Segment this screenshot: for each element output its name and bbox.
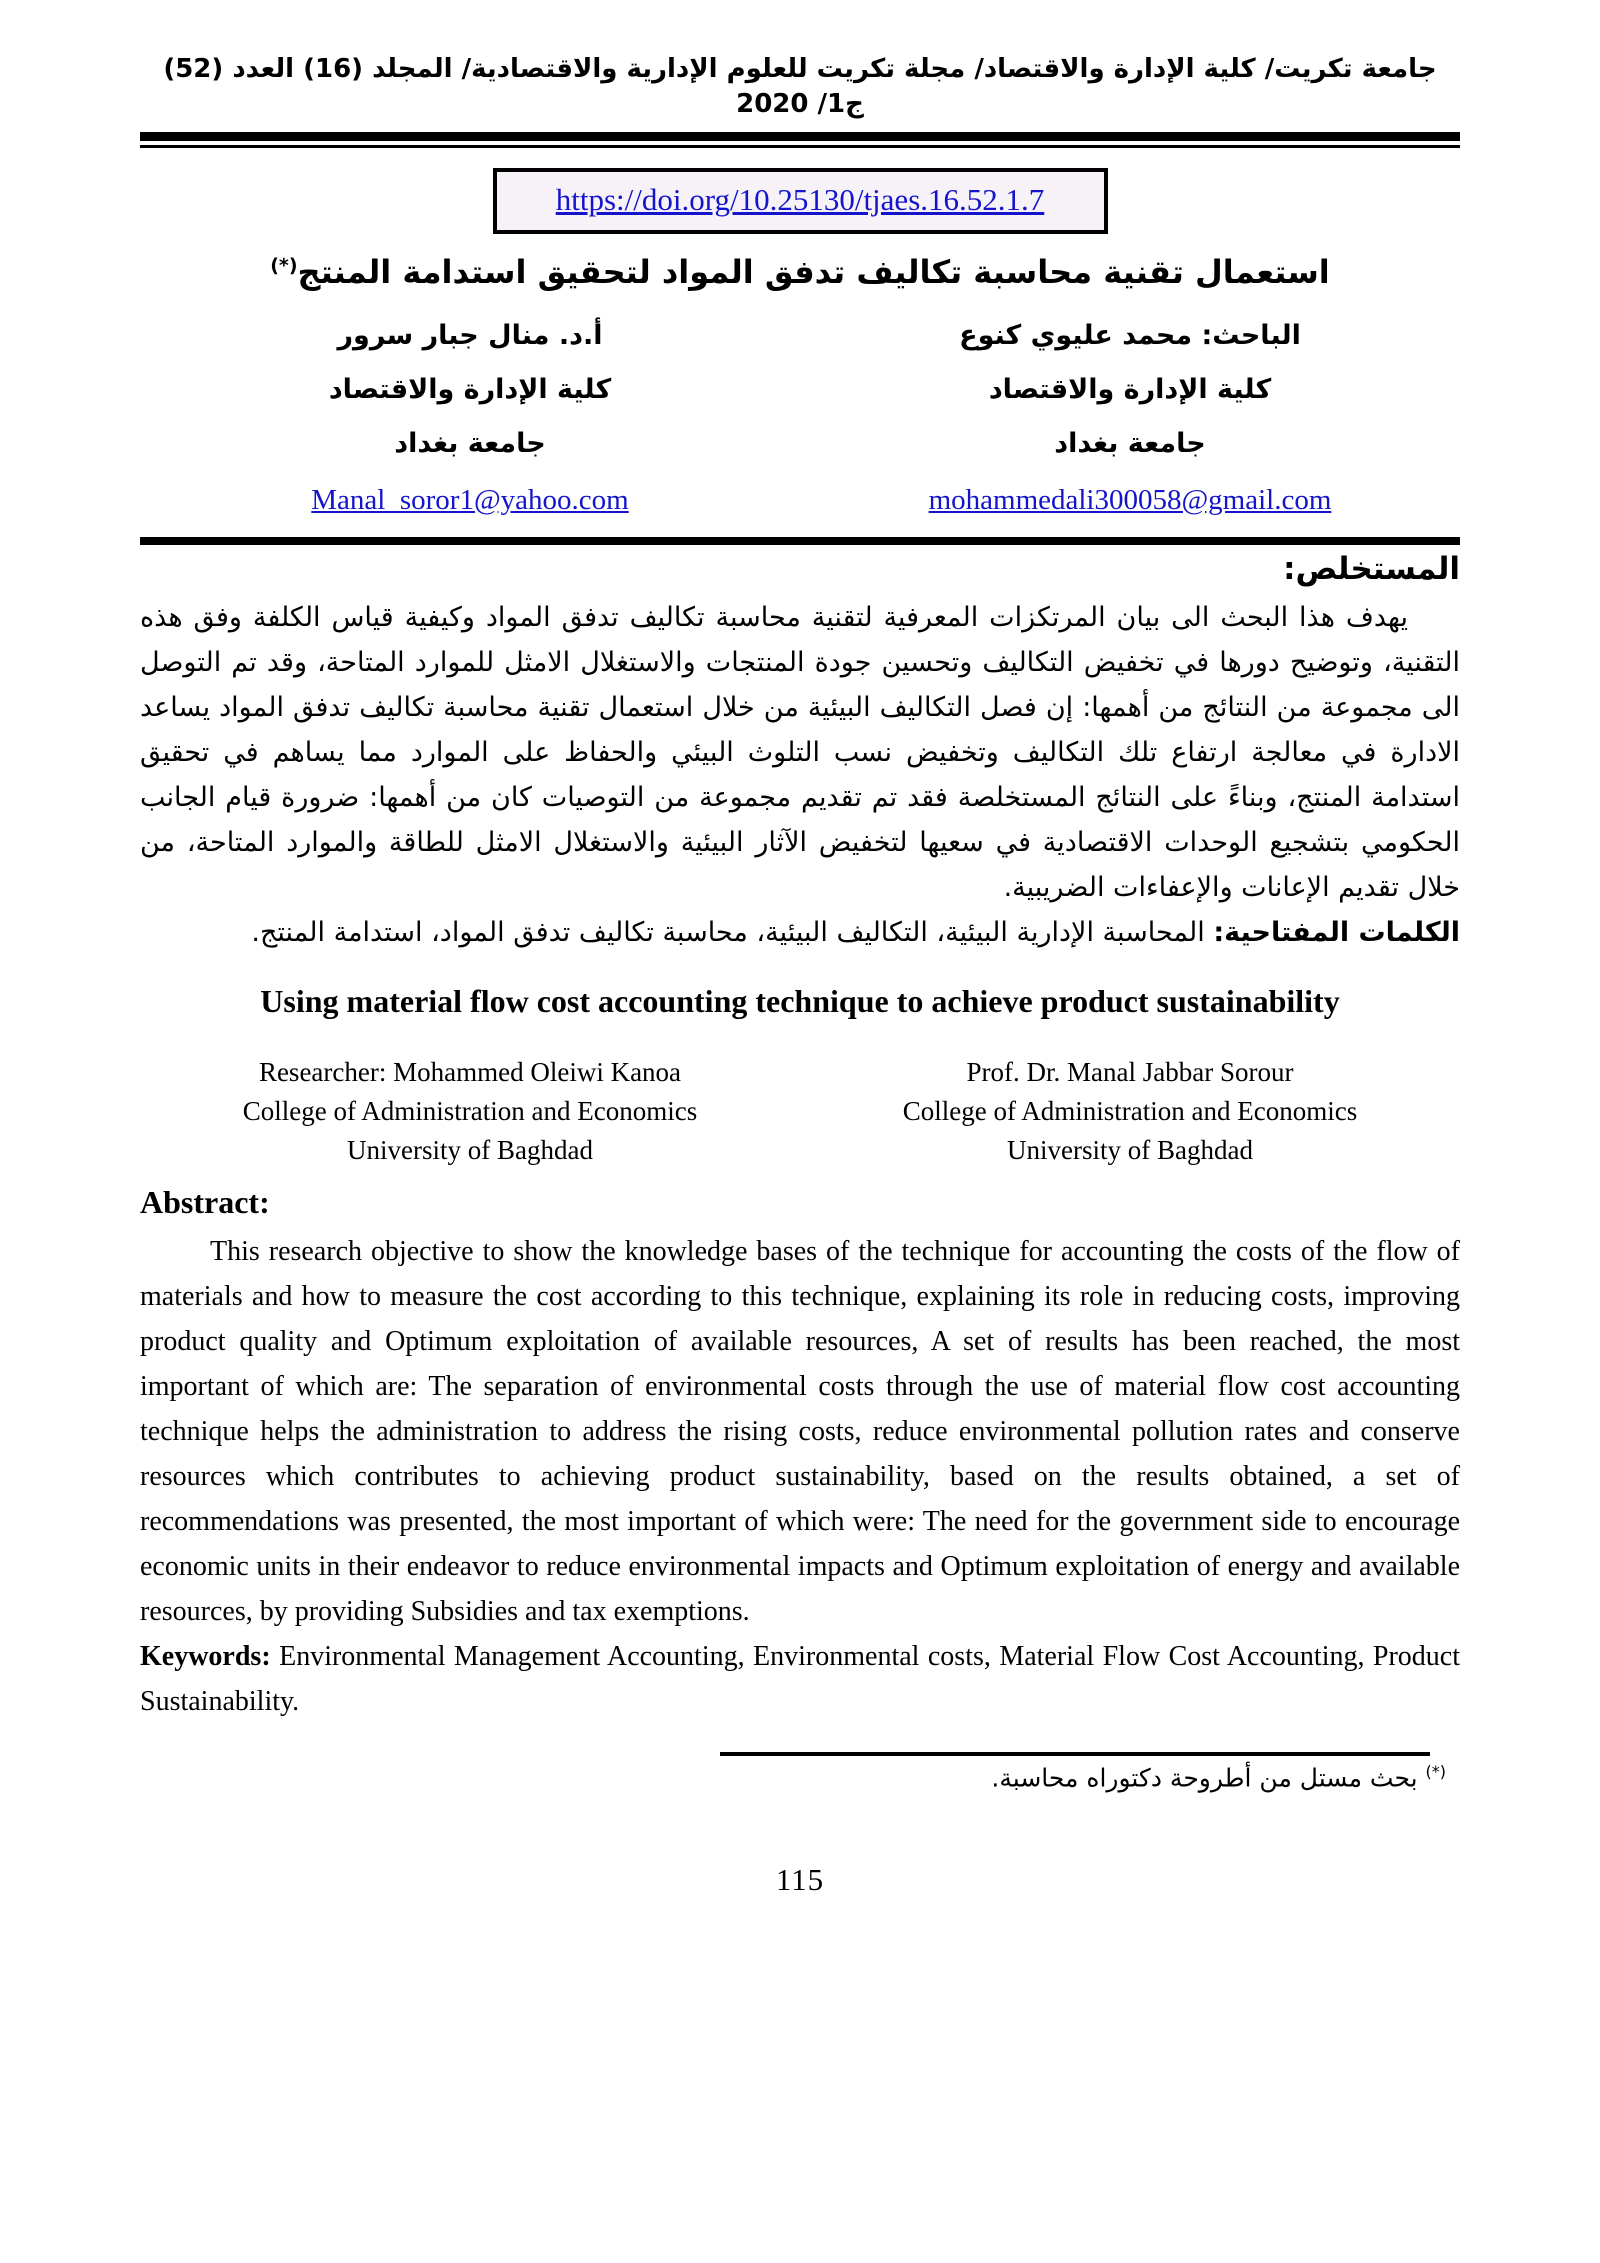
english-keywords-label: Keywords:: [140, 1641, 271, 1672]
arabic-abstract-text: يهدف هذا البحث الى بيان المرتكزات المعرفية لتقنية محاسبة تكاليف تدفق المواد وكيفية قياس الكلفة وفق هذه التقنية، وتوضيح دورها في تخفيض التكاليف وتحسين جودة المنتجات والاستغلال الامثل للموارد المتاحة، وقد تم التوصل الى مجموعة من النتائج من أهمها: إن فصل التكاليف البيئية من خلال استعمال تقنية محاسبة تكاليف تدفق المواد يساعد الادارة في معالجة ارتفاع تلك التكاليف وتخفيض نسب التلوث البيئي والحفاظ على الموارد مما يساهم في تحقيق استدامة المنتج، وبناءً على النتائج المستخلصة فقد تم تقديم مجموعة من التوصيات كان من أهمها: ضرورة قيام الجانب الحكومي بتشجيع الوحدات الاقتصادية في سعيها لتخفيض الآثار البيئية والاستغلال الامثل للطاقة والموارد المتاحة، من خلال تقديم الإعانات والإعفاءات الضريبية.: [140, 601, 1460, 903]
journal-header: جامعة تكريت/ كلية الإدارة والاقتصاد/ مجلة تكريت للعلوم الإدارية والاقتصادية/ المجلد (16) العدد (52) ج1/ 2020: [163, 54, 1437, 120]
english-keywords-text: Environmental Management Accounting, Environmental costs, Material Flow Cost Accounting, Product Sustainability.: [140, 1641, 1461, 1717]
header-divider: [140, 132, 1460, 148]
author-email-line: [140, 471, 800, 529]
english-keywords: [140, 1634, 1460, 1724]
supervisor-email-link[interactable]: Manal_soror1@yahoo.com: [311, 483, 629, 516]
researcher-email-link[interactable]: mohammedali300058@gmail.com: [928, 483, 1332, 516]
english-title: Using material flow cost accounting technique to achieve product sustainability: [260, 982, 1340, 1019]
section-divider: [140, 537, 1460, 545]
author-college: College of Administration and Economics: [242, 1095, 698, 1126]
author-university: University of Baghdad: [347, 1134, 593, 1165]
english-author-supervisor: [800, 1053, 1460, 1170]
author-name: أ.د. منال جبار سرور: [337, 319, 603, 351]
arabic-abstract-body: [140, 595, 1460, 910]
english-abstract-heading: Abstract:: [140, 1184, 270, 1220]
author-email-line: [800, 471, 1460, 529]
doi-link[interactable]: https://doi.org/10.25130/tjaes.16.52.1.7: [555, 182, 1045, 218]
author-name: الباحث: محمد عليوي كنوع: [959, 319, 1301, 351]
english-abstract-body: This research objective to show the knowledge bases of the technique for accounting the costs of the flow of materials and how to measure the cost according to this technique, explaining its role in reducing costs, improving product quality and Optimum exploitation of available resources, A set of results has been reached, the most important of which are: The separation of environmental costs through the use of material flow cost accounting technique helps the administration to address the rising costs, reduce environmental pollution rates and conserve resources which contributes to achieving product sustainability, based on the results obtained, a set of recommendations was presented, the most important of which were: The need for the government side to encourage economic units in their endeavor to reduce environmental impacts and Optimum exploitation of energy and available resources, by providing Subsidies and tax exemptions.: [140, 1236, 1460, 1627]
author-name: Researcher: Mohammed Oleiwi Kanoa: [258, 1056, 682, 1087]
footnote-mark: (*): [1425, 1762, 1446, 1781]
author-college: كلية الإدارة والاقتصاد: [328, 373, 612, 405]
author-name: Prof. Dr. Manal Jabbar Sorour: [966, 1056, 1294, 1087]
arabic-author-supervisor: [140, 309, 800, 529]
arabic-author-researcher: [800, 309, 1460, 529]
arabic-title: [140, 250, 1460, 295]
author-university: University of Baghdad: [1007, 1134, 1253, 1165]
arabic-abstract-heading: المستخلص:: [1283, 550, 1460, 587]
arabic-keywords-label: الكلمات المفتاحية:: [1213, 916, 1460, 948]
arabic-keywords-text: المحاسبة الإدارية البيئية، التكاليف البيئية، محاسبة تكاليف تدفق المواد، استدامة المنتج.: [251, 916, 1205, 948]
english-author-researcher: [140, 1053, 800, 1170]
footnote: [140, 1762, 1460, 1792]
english-authors: [140, 1053, 1460, 1170]
arabic-title-text: استعمال تقنية محاسبة تكاليف تدفق المواد لتحقيق استدامة المنتج: [297, 253, 1330, 292]
title-footnote-mark: (*): [270, 254, 298, 277]
footnote-text: بحث مستل من أطروحة دكتوراه محاسبة.: [991, 1763, 1418, 1793]
doi-box: [493, 168, 1108, 234]
footnote-divider: [720, 1752, 1430, 1756]
author-university: جامعة بغداد: [394, 427, 546, 459]
author-university: جامعة بغداد: [1054, 427, 1206, 459]
author-college: كلية الإدارة والاقتصاد: [988, 373, 1272, 405]
author-college: College of Administration and Economics: [902, 1095, 1358, 1126]
arabic-authors: [140, 309, 1460, 529]
page-number: 115: [775, 1862, 825, 1898]
arabic-keywords: [140, 910, 1460, 955]
